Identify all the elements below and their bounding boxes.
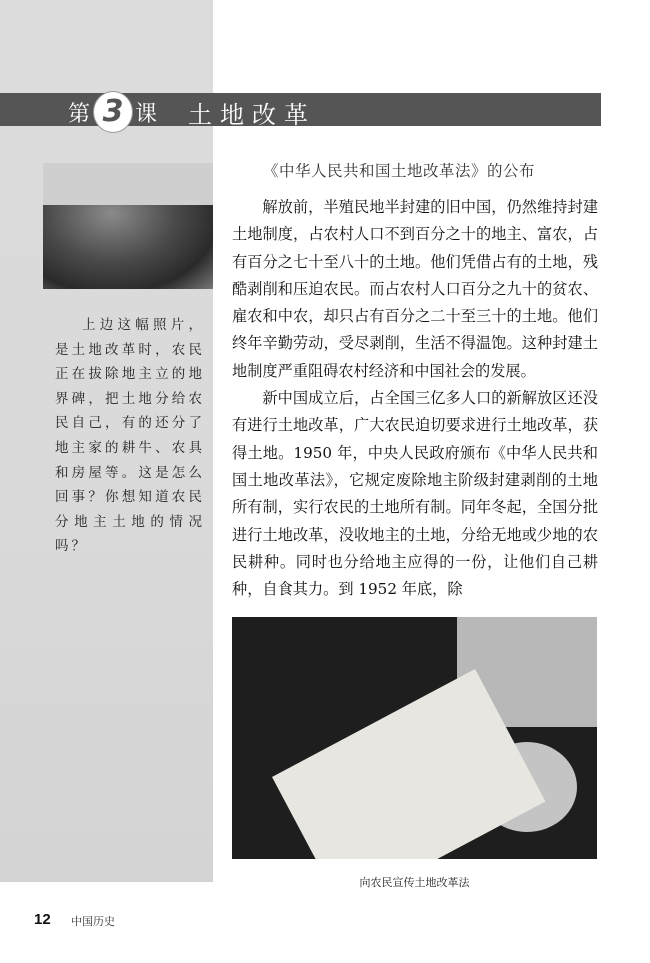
lesson-number-badge: 3	[93, 91, 133, 133]
book-title: 中国历史	[71, 915, 115, 928]
photo-caption: 向农民宣传土地改革法	[359, 876, 470, 889]
paragraph: 新中国成立后，占全国三亿多人口的新解放区还没有进行土地改革，广大农民迫切要求进行土地改革，获得土地。1950 年，中央人民政府颁布《中华人民共和国土地改革法》，它规定废除地主阶级封建剥削的土地所有制，实行农民的土地所有制。同年冬起，全国分批进行土地改革，没收地主的土地，分给无地或少地的农民耕种。同时也分给地主应得的一份，让他们自己耕种，自食其力。到 1952 年底，除	[232, 389, 598, 599]
section-heading: 《中华人民共和国土地改革法》的公布	[263, 162, 536, 180]
lesson-suffix: 课	[135, 102, 158, 127]
body-text	[232, 194, 598, 603]
lesson-prefix: 第	[68, 102, 91, 127]
sidenote-question: 上边这幅照片，是土地改革时，农民正在拔除地主立的地界碑，把土地分给农民自己，有的还分了地主家的耕牛、农具和房屋等。这是怎么回事？你想知道农民分地主土地的情况吗？	[55, 317, 205, 555]
photo-land-reform-law	[232, 617, 597, 859]
paragraph: 解放前，半殖民地半封建的旧中国，仍然维持封建土地制度，占农村人口不到百分之十的地主、富农，占有百分之七十至八十的土地。他们凭借占有的土地，残酷剥削和压迫农民。而占农村人口百分之九十的贫农、雇农和中农，却只占有百分之二十至三十的土地。他们终年辛勤劳动，受尽剥削，生活不得温饱。这种封建土地制度严重阻碍农村经济和中国社会的发展。	[232, 198, 598, 380]
photo-boundary-stone	[43, 163, 213, 289]
lesson-title-bar	[0, 93, 601, 129]
lesson-title: 土地改革	[188, 101, 316, 129]
page-number: 12	[34, 911, 51, 928]
